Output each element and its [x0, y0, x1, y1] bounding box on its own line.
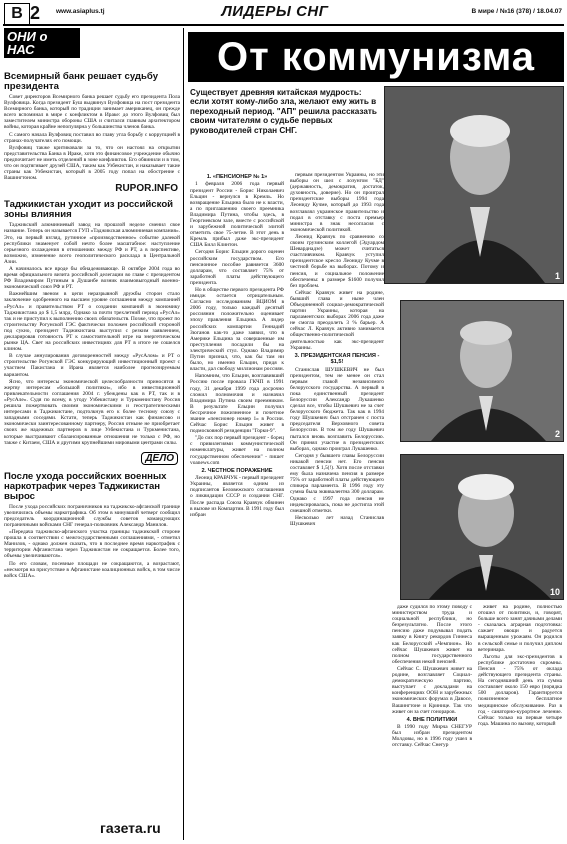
article-paragraph: Ясно, что интересы экономической целесообразности приносятся в жертву интересам «большой политики», ибо в инвестиционной привлекательности соглашения 2004 г. убеждены как в РТ, так и в «РусАле». Судя по всему, в угоду Узбекистану и Туркменистану Россия решила пожертвовать своими экономическими и геостратегическими интересами в Таджикистане, подтолкнув его к более тесному союзу с западными соседями. Кстати, теперь Таджикистан как финансово и экономически заинтересованному партнеру, Россия отныне не приобретает своих же надежных партнеров в лице Узбекистана и Туркменистана, которые выстраивают сбалансированные отношения не только с РФ, но также с Китаем, США и другими крупнейшими мировыми центрами силы.	[4, 378, 180, 446]
portrait-image	[401, 455, 563, 599]
main-lead: Существует древняя китайская мудрость: если хотят кому-либо зла, желают ему жить в переходный период. "АП" решила рассказать своим читателям о судьбе первых руководителей стран СНГ.	[190, 88, 377, 135]
site-url[interactable]: www.asiaplus.tj	[56, 8, 105, 15]
main-column-4	[478, 604, 562, 842]
article-paragraph: «Передача таджикско-афганского участка границы таджикской стороне прошла в соответствии с межгосударственными соглашениями, - отметил Манилов, - однако должен сказать, что в последнее время наркотрафик с территории Афганистана через Таджикистан не сокращается. Более того, объемы увеличиваются».	[4, 529, 180, 560]
article-paragraph: Льготы для экс-президентов в республике достаточно скромны. Пенсия - 75% от оклада действующего президента страны. На сегодняшний день эта сумма составляет около 150 евро (порядка 500 долларов). Гарантируется пожизненное бесплатное медицинское обслуживание. Раз в год - санаторно-курортное лечение. Сейчас только на первые четыре года. Машина по вызову, который	[478, 653, 562, 727]
article-world-bank	[4, 72, 180, 194]
source-logo-text: ДЕЛО	[141, 452, 178, 465]
main-column-3	[392, 604, 472, 842]
main-column-2	[290, 172, 384, 842]
article-paragraph: Сегодня у бывшего главы Белоруссии никакой пенсии нет. Его пенсия составляет $ 1,5(!). Хотя после отставки ему была назначена пенсия в размере 75% от заработной платы действующего спикера парламента. В 1996 году эту сумма была эквивалентна 300 долларам. Однако с 1997 года пенсия не индексировалась, пока не достигла этой смешной отметки.	[290, 452, 384, 514]
article-paragraph: первым президентом Украины, но эти выборы он шел с лозунгом "БД" (державность, демократия, достаток, духовность, доверие). Но он проиграл президентские выборы 1994 года Леониду Кучме, который до 1993 года возглавлял украинское правительство и подал в отставку с поста премьер министра в знак несогласия с экономической политикой.	[290, 172, 384, 233]
article-paragraph: живет на родине, полностью отошел от политики, и, говорят, больше всего занят дачными делами - сказалась аграрная подготовка: сажает овощи и радуется выращенным урожаям. Он родился в сельской семье и получил диплом ветеринара.	[478, 604, 562, 653]
article-paragraph: По его словам, посевные площади не сокращаются, а возрастают, «несмотря на присутствие в Афганистане коалиционных войск, в том числе войск США».	[4, 560, 180, 579]
logo-letter: В	[11, 5, 23, 22]
article-title: После ухода российских военных наркотрафик через Таджикистан вырос	[4, 470, 167, 502]
article-paragraph: 1 февраля 2006 года первый президент России - Борис Николаевич Ельцин - вернулся в Кремль. Но возвращение Ельцина было не к власти, а по приглашению своего преемника Владимира Путина, чтобы здесь, в Георгиевском зале, вместе с российской и зарубежной политической элитой отметить свое 75-летие. В этот день в Кремль прибыл даже экс-президент США Билл Клинтон.	[190, 181, 284, 249]
rubric-box	[4, 28, 80, 58]
photo-label: 2	[554, 429, 560, 439]
article-tajikistan	[4, 200, 180, 465]
section-heading: 1. «ПЕНСИОНЕР № 1»	[206, 174, 268, 180]
article-paragraph: С самого начала Вулфовиц поставил во главу угла борьбу с коррупцией в странах-получателях его помощи.	[4, 131, 180, 144]
article-paragraph: Сейчас С. Шушкевич живет на родине, возглавляет Социал-демократическую партию, выступает с докладами на конференциях ООН и зарубежных экономических форумах в Давосе, Вашингтоне и Кринице. Так что живет он за счет гонораров.	[392, 665, 472, 715]
source-logo-gazeta: газета.ru	[100, 820, 161, 836]
page-number: 2	[30, 3, 41, 23]
main-headline: От коммунизма	[216, 35, 536, 79]
article-paragraph: В 1990 году Мирча СНЕГУР был избран президентом Молдовы, но в 1996 году ушел в отставку. Сейчас Снегур	[392, 724, 472, 749]
source-logo	[4, 448, 178, 466]
section-heading: 2. ЧЕСТНОЕ ПОРАЖЕНИЕ	[201, 467, 273, 474]
article-paragraph: Таджикский алюминиевый завод на прошлой неделе сменил свое название. Теперь он называется ГУП «Таджикская алюминиевая компания». Это, на первый взгляд, рутинное «производственное» событие далекой республики знаменует собой нечто более масштабное: наступление серьезного охлаждения в отношениях между РФ и РТ, а в перспективе, возможно, изменение всего геополитического расклада в Центральной Азии.	[4, 222, 180, 265]
rubric-line1: ОНИ о	[7, 29, 48, 44]
article-paragraph: Несколько лет назад Станислав Шушкевич	[290, 514, 384, 527]
source-logo: RUPOR.INFO	[115, 183, 178, 195]
article-paragraph: "До сих пор первый президент - борец с привилегиями коммунистической номенклатуры, живет на полном государственном обеспечении" - пишет voanews.com	[190, 435, 284, 466]
issue-info: В мире / №16 (378) / 18.04.07	[471, 8, 562, 15]
photo-yeltsin	[384, 86, 564, 284]
section-heading: 3. ПРЕЗИДЕНТСКАЯ ПЕНСИЯ - $1,5!	[294, 352, 380, 366]
section-heading: 4. ВНЕ ПОЛИТИКИ	[406, 716, 458, 723]
article-paragraph: А начиналось все вроде бы обнадеживающе. В октябре 2004 года во время официального визита российской делегации во главе с президентом РФ Владимиром Путиным в Душанбе возник взаимовыгодный военно-экономический союз РФ и РТ.	[4, 265, 180, 291]
article-paragraph: Важнейшим звеном в цепи неразрывной дружбы сторон стало заключение одобренного на высшем уровне соглашения между компанией «РусАл» и правительством РТ о создании компаний в экономику Таджикистана до $ 1,5 млрд. Однако за почти трехлетний период «РусАл» так и не приступил к выполнению своих обязательств. Позже, что проект по строительству Рогунской ГЭС фактически положен российской стороной под сукно, президент Таджикистана выступил с резким заявлением, декларировав готовность РТ к самостоятельной игре на энергетическом рынке ЦА. Свет на российских инвестициях для РТ в итоге не сошелся клином.	[4, 291, 180, 353]
main-column-1	[190, 172, 284, 842]
photo-label: 1	[554, 271, 560, 281]
article-narcotraffic	[4, 472, 180, 579]
article-title: Таджикистан уходит из российской зоны влияния	[4, 199, 174, 221]
article-paragraph: даже судился по этому поводу с министерством труда и социальной республики, но безрезультатно. После этого пенсию даже подумывал подать заявку в Книгу рекордов Гиннеса как Белорусский «Чемпион». Но сейчас Шушкевич живет на полном государственного обеспечения некой пенсией.	[392, 604, 472, 665]
photo-snegur	[400, 454, 564, 600]
photo-kravchuk	[400, 300, 564, 442]
article-paragraph: Сегодня Борис Ельцин дорого оценен российским государством. Его пенсионное пособие равняется 3600 долларам, что составляет 75% от заработной платы действующего президента.	[190, 249, 284, 286]
article-paragraph: Напомним, что Ельцин, возглавивший Россию после провала ГКЧП в 1991 году, 31 декабря 1999 года досрочно сложил полномочия и назначил Владимира Путина своим преемником. В результате Ельцин получил бессрочное пожизненное и почетное звание «пенсионер номер 1» в России. Сейчас Борис Ельцин живет в подмосковной резиденции "Горки-9".	[190, 373, 284, 435]
rubric-line2: НАС	[7, 42, 35, 57]
portrait-image	[401, 301, 563, 441]
article-paragraph: После ухода российских пограничников на таджикско-афганской границе увеличились объемы наркотрафика. Об этом в минувший четверг сообщил председатель координационной службы советов командующих пограничными войсками СНГ генерал-полковник Александр Манилов.	[4, 503, 180, 528]
page-logo	[4, 3, 30, 25]
portrait-image	[385, 87, 563, 283]
column-divider	[183, 28, 184, 840]
article-paragraph: Совет директоров Всемирного банка решает судьбу его президента Пола Вулфовица. Когда президент Буш выдвинул Вулфовица на пост президента Всемирного банка, который по традиции занимает американец, он прежде всего вспоминал в мире с конфликтом в Ираке: до этого Вулфовиц был заместителем министра обороны США и считался главным архитектором войны, которая крайне непопулярна у большинства членов банка.	[4, 94, 180, 131]
article-paragraph: Станислав ШУШКЕВИЧ не был президентом, тем не менее он стал первым главой независимого белорусского государства. А первый в пока единственный президент Белоруссии Александр Лукашенко сделал все, чтобы Шушкевич не за счет белорусского бюджета. Так как в 1994 году Шушкевич был отстранен с поста председателя Верховного совета Белоруссии. В том же году Шушкевич пытался вновь возглавить Белоруссию. Он принял участие в президентских выборах, однако проиграл Лукашенко.	[290, 366, 384, 452]
article-paragraph: Вулфовиц также критиковали за то, что он настоял на открытии представительства Банка в Ираке, хотя это финансовое учреждение обычно предпочитает не иметь отделений в зоне конфликтов. Его обвинили и в том, что он подтягивает друзей США, таким как Узбекистан, и наказывает такие страны как Узбекистан, который в 2005 году попал на обострение с Вашингтоном.	[4, 144, 180, 182]
main-headline-box	[188, 32, 564, 82]
article-title: Всемирный банк решает судьбу президента	[4, 71, 159, 92]
article-paragraph: Сейчас Кравчук живет на родине, бывший глава и ныне член Объединенной социал-демократической партии Украины, которая на парламентских выборах 2006 года даже не смогла преодолеть 3 % барьер. А сейчас Л. Кравчук активно занимается общественно-политической деятельностью как экс-президент Украины.	[290, 289, 384, 351]
article-paragraph: В случае аннулирования договоренностей между «РусАлом» и РТ о строительстве Рогунской ГЭС конкурирующий инвестиционный проект с участием Пакистана и Ирана является наиболее прогнозируемым вариантом.	[4, 353, 180, 378]
article-paragraph: Леонид Кравчук по сравнению со своим грузинским коллегой (Эдуардом Шеварднадзе) может считаться счастливчиком. Кравчук уступил президентское кресло Леониду Кучме в честной борьбе на выборах. Потому и пенсия, и социальное положение обеспечены: в размере $1600 получил без проблем.	[290, 233, 384, 289]
left-column	[4, 28, 180, 840]
header-rule	[3, 24, 564, 26]
section-title: ЛИДЕРЫ СНГ	[221, 3, 329, 20]
article-paragraph: Но в обществе первого президента РФ имидж остается отрицательным. Согласно исследованиям ВЦИОМ в 2006 году, только каждый десятый россиянин положительно оценивает эпоху правления Ельцина. А лидер российских компартии Геннадий Зюганов как-то даже заявил, что в Америке Ельцина за совершенные им преступления посадили бы на электрический стул. Однако Владимир Путин признал, что, как бы там ни было, но именно Ельцин, придя к власти, дал свободу миллионам россиян.	[190, 287, 284, 373]
article-paragraph: Леонид КРАВЧУК - первый президент Украины, является одним из подписантов Беловежского соглашения о ликвидации СССР и создании СНГ. После распада Союза Кравчук обвинен в вызове из Компартии. В 1991 году был избран	[190, 475, 284, 518]
photo-label: 10	[549, 587, 560, 597]
